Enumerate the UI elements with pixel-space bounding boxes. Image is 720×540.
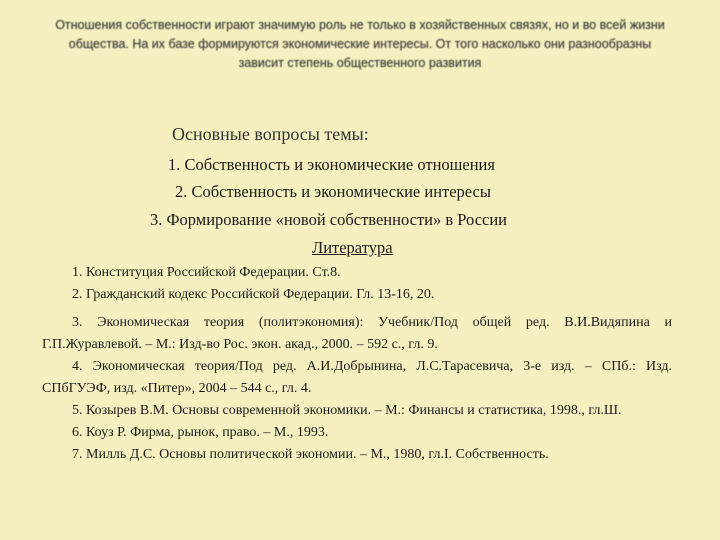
reference-item: 2. Гражданский кодекс Российской Федерации. Гл. 13-16, 20. [72,287,435,302]
literature-title: Литература [312,238,393,257]
reference-item: 6. Коуз Р. Фирма, рынок, право. – М., 1993. [72,425,329,440]
intro-line: общества. На их базе формируются экономические интересы. От того насколько они разнообразны [68,37,652,51]
reference-item: 7. Милль Д.С. Основы политической экономии. – М., 1980, гл.I. Собственность. [72,447,549,462]
intro-text [40,16,680,73]
intro-line: зависит степень общественного развития [238,56,482,70]
intro-line: Отношения собственности играют значимую роль не только в хозяйственных связях, но и во всей жизни [55,18,665,32]
topic-item: 2. Собственность и экономические интересы [175,182,491,201]
reference-item: 1. Конституция Российской Федерации. Ст.8. [72,265,341,280]
reference-item: 3. Экономическая теория (политэкономия): Учебник/Под общей ред. В.И.Видяпина и Г.П.Журавлевой. – М.: Изд-во Рос. экон. акад., 2000. – 592 с., гл. 9. [42,315,672,352]
topics-title: Основные вопросы темы: [172,124,369,144]
reference-list [42,262,672,466]
reference-item: 5. Козырев В.М. Основы современной экономики. – М.: Финансы и статистика, 1998., гл.Ш. [72,403,622,418]
topic-item: 3. Формирование «новой собственности» в России [150,210,508,229]
topic-item: 1. Собственность и экономические отношения [168,155,495,174]
reference-item: 4. Экономическая теория/Под ред. А.И.Добрынина, Л.С.Тарасевича, 3-е изд. – СПб.: Изд. СПбГУЭФ, изд. «Питер», 2004 – 544 с., гл. 4. [42,359,672,396]
